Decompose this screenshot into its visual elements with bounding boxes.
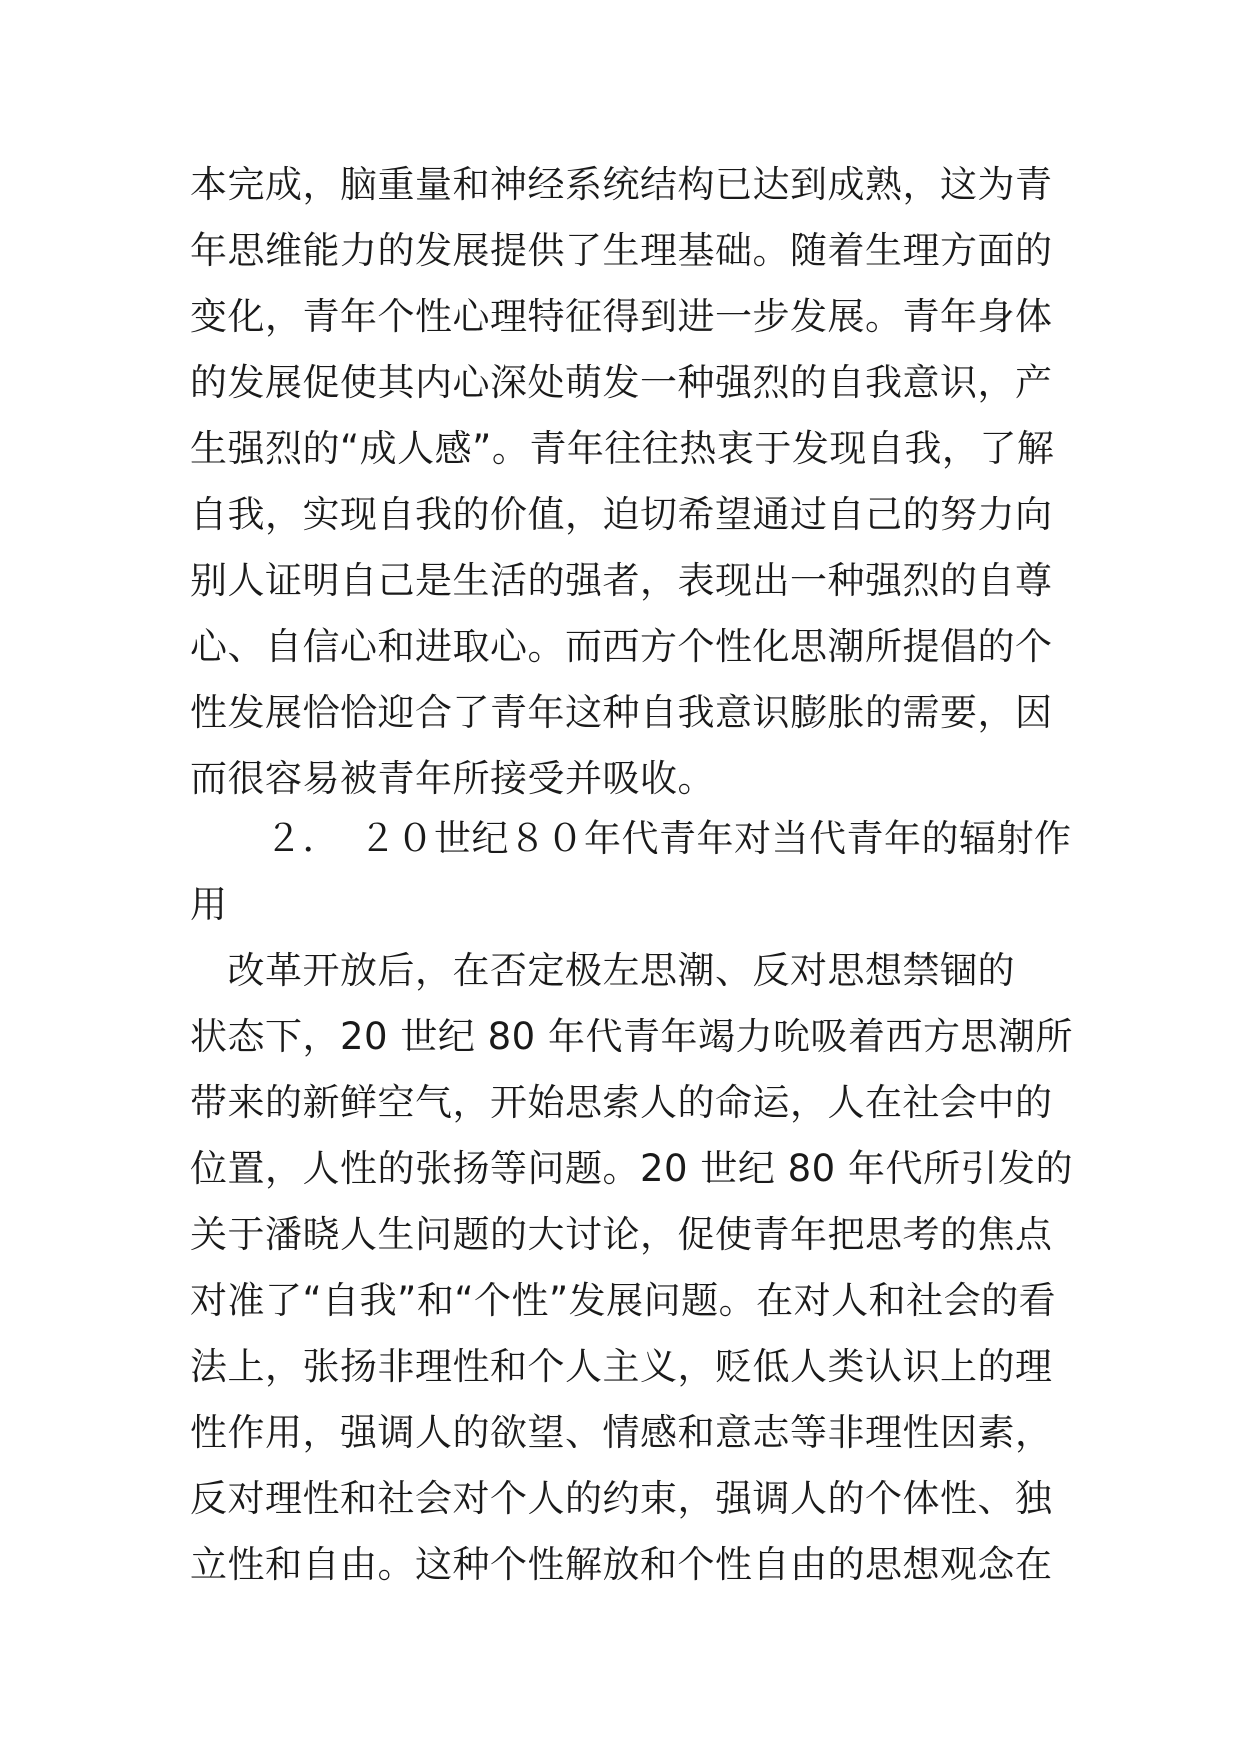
text-line: 位置，人性的张扬等问题。20 世纪 80 年代所引发的 [190, 1147, 1073, 1190]
text-line: 关于潘晓人生问题的大讨论，促使青年把思考的焦点 [190, 1213, 1053, 1256]
text-line: 改革开放后，在否定极左思潮、反对思想禁锢的 [190, 949, 1015, 992]
text-line: 法上，张扬非理性和个人主义，贬低人类认识上的理 [190, 1345, 1053, 1388]
text-line: 立性和自由。这种个性解放和个性自由的思想观念在 [190, 1543, 1053, 1586]
text-line: 年思维能力的发展提供了生理基础。随着生理方面的 [190, 229, 1053, 272]
text-line: 心、自信心和进取心。而西方个性化思潮所提倡的个 [190, 625, 1053, 668]
text-line: 本完成，脑重量和神经系统结构已达到成熟，这为青 [190, 163, 1053, 206]
paragraph-continuation [190, 152, 1060, 812]
text-line: 反对理性和社会对个人的约束，强调人的个体性、独 [190, 1477, 1053, 1520]
text-line: 而很容易被青年所接受并吸收。 [190, 757, 715, 800]
heading-line: 用 [190, 883, 228, 926]
text-line: 自我，实现自我的价值，迫切希望通过自己的努力向 [190, 493, 1053, 536]
text-line: 带来的新鲜空气，开始思索人的命运，人在社会中的 [190, 1081, 1053, 1124]
text-line: 性作用，强调人的欲望、情感和意志等非理性因素， [190, 1411, 1053, 1454]
text-line: 状态下，20 世纪 80 年代青年竭力吮吸着西方思潮所 [190, 1015, 1073, 1058]
text-line: 性发展恰恰迎合了青年这种自我意识膨胀的需要，因 [190, 691, 1053, 734]
heading-line: ２． ２０世纪８０年代青年对当代青年的辐射作 [190, 817, 1072, 860]
section-heading [190, 806, 1072, 938]
text-line: 变化，青年个性心理特征得到进一步发展。青年身体 [190, 295, 1053, 338]
text-line: 别人证明自己是生活的强者，表现出一种强烈的自尊 [190, 559, 1053, 602]
text-line: 对准了“自我”和“个性”发展问题。在对人和社会的看 [190, 1279, 1057, 1322]
text-line: 的发展促使其内心深处萌发一种强烈的自我意识，产 [190, 361, 1053, 404]
paragraph-main [190, 938, 1073, 1598]
text-line: 生强烈的“成人感”。青年往往热衷于发现自我，了解 [190, 427, 1055, 470]
